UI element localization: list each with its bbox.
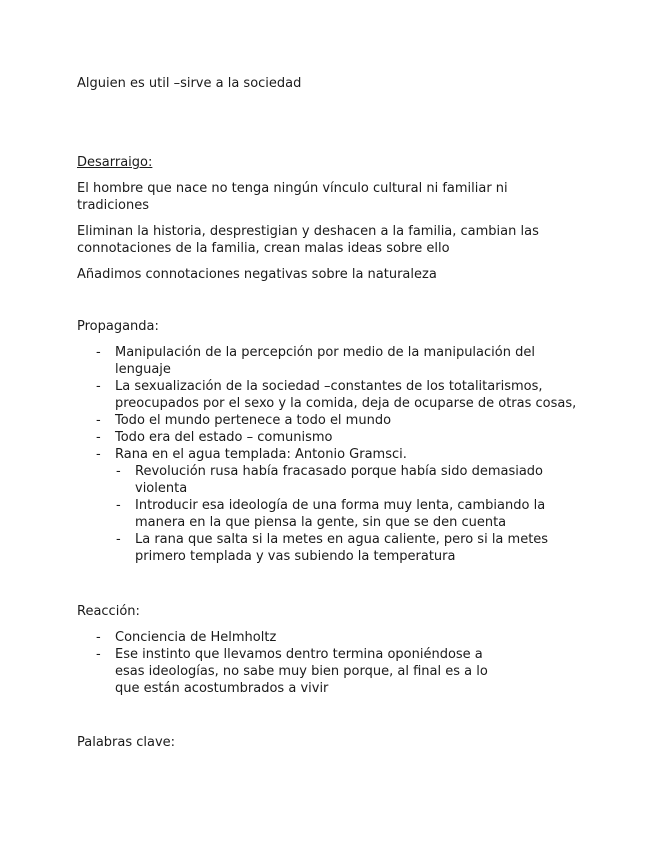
- list-item-text: La sexualización de la sociedad –constantes de los totalitarismos, preocupados por el sexo y la comida, deja de ocuparse de otras cosas,: [115, 379, 577, 411]
- bullet-dash: -: [96, 413, 101, 428]
- propaganda-sublist: [77, 463, 577, 565]
- intro-line: Alguien es util –sirve a la sociedad: [77, 76, 302, 91]
- list-item: [77, 531, 565, 565]
- list-item-text: Revolución rusa había fracasado porque había sido demasiado violenta: [135, 464, 544, 496]
- reaccion-heading: Reacción:: [77, 604, 140, 619]
- desarraigo-paragraph-2: Eliminan la historia, desprestigian y deshacen a la familia, cambian las connotaciones de la familia, crean malas ideas sobre ello: [77, 224, 539, 256]
- list-item-text: Todo el mundo pertenece a todo el mundo: [115, 413, 392, 428]
- list-item-text: Manipulación de la percepción por medio de la manipulación del lenguaje: [115, 345, 535, 377]
- list-item-text: Todo era del estado – comunismo: [115, 430, 333, 445]
- list-item: [77, 497, 559, 531]
- bullet-dash: -: [116, 464, 121, 479]
- list-item: [77, 412, 577, 429]
- bullet-dash: -: [96, 379, 101, 394]
- bullet-dash: -: [96, 345, 101, 360]
- list-item: [77, 378, 577, 412]
- propaganda-heading: Propaganda:: [77, 319, 159, 334]
- bullet-dash: -: [96, 647, 101, 662]
- desarraigo-paragraph-1: El hombre que nace no tenga ningún vínculo cultural ni familiar ni tradiciones: [77, 181, 508, 213]
- propaganda-list: [77, 344, 577, 565]
- bullet-dash: -: [116, 532, 121, 547]
- list-item-text: Conciencia de Helmholtz: [115, 630, 277, 645]
- list-item: [77, 429, 577, 446]
- list-item-text: La rana que salta si la metes en agua caliente, pero si la metes primero templada y vas subiendo la temperatura: [135, 532, 549, 564]
- reaccion-list: [77, 629, 557, 697]
- list-item-text: Rana en el agua templada: Antonio Gramsci.: [115, 447, 407, 462]
- bullet-dash: -: [96, 430, 101, 445]
- palabras-clave-heading: Palabras clave:: [77, 735, 176, 750]
- desarraigo-paragraph-3: Añadimos connotaciones negativas sobre la naturaleza: [77, 267, 437, 282]
- list-item: [77, 344, 535, 378]
- desarraigo-heading: Desarraigo:: [77, 155, 153, 170]
- list-item-text: Introducir esa ideología de una forma muy lenta, cambiando la manera en la que piensa la gente, sin que se den cuenta: [135, 498, 546, 530]
- bullet-dash: -: [96, 447, 101, 462]
- bullet-dash: -: [116, 498, 121, 513]
- list-item: [77, 463, 555, 497]
- list-item: [77, 646, 515, 697]
- list-item-text: Ese instinto que llevamos dentro termina oponiéndose a esas ideologías, no sabe muy bien porque, al final es a lo que están acostumbrados a vivir: [115, 647, 488, 696]
- bullet-dash: -: [96, 630, 101, 645]
- list-item: [77, 446, 577, 463]
- list-item: [77, 629, 557, 646]
